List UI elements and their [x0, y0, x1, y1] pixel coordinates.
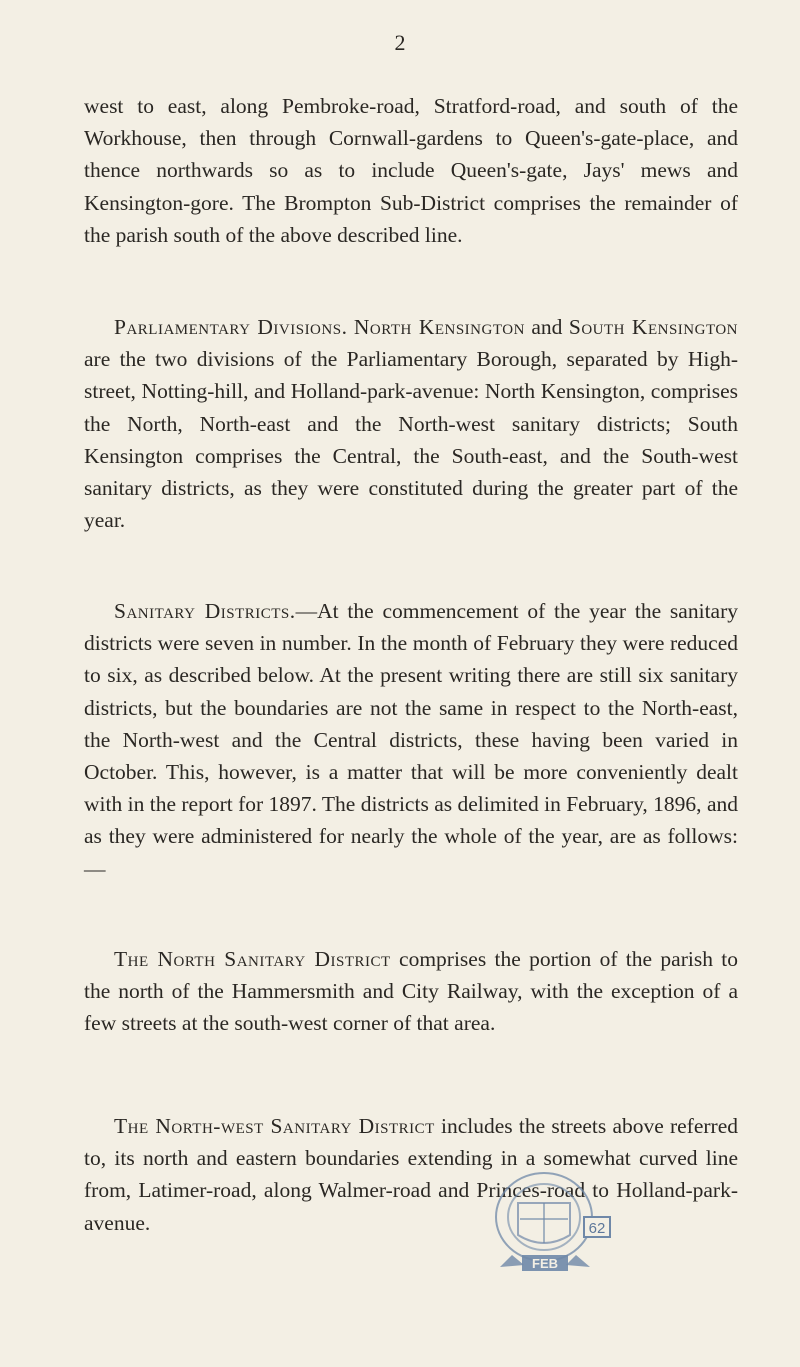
division-name-north: North Kensington	[353, 315, 525, 339]
paragraph-north-west-sanitary-district	[84, 1110, 738, 1239]
stamp-month: FEB	[532, 1256, 558, 1271]
section-heading: Sanitary Districts.	[114, 599, 296, 623]
paragraph-sanitary-districts	[84, 595, 738, 885]
connector-text: and	[524, 315, 569, 339]
stamp-number: 62	[588, 1220, 606, 1237]
paragraph-text: are the two divisions of the Parliamentary Borough, separated by High-street, Notting-hill, and Holland-park-avenue: North Kensington, comprises the North, North-east and the North-west sanitary districts; South Kensington comprises the Central, the South-east, and the South-west sanitary districts, as they were constituted during the greater part of the year.	[84, 347, 738, 533]
paragraph-north-sanitary-district	[84, 943, 738, 1040]
library-stamp	[478, 1163, 618, 1281]
section-heading: The North-west Sanitary District	[114, 1114, 435, 1138]
paragraph-text: includes the streets above referred to, its north and eastern boundaries extending in a somewhat curved line from, Latimer-road, along Walmer-road and Princes-road to Holland-park-avenue.	[84, 1114, 738, 1235]
paragraph-text: comprises the portion of the parish to the north of the Hammersmith and City Railway, with the exception of a few streets at the south-west corner of that area.	[84, 947, 739, 1036]
paragraph-text: —At the commencement of the year the sanitary districts were seven in number. In the month of February they were reduced to six, as described below. At the present writing there are still six sanitary districts, but the boundaries are not the same in respect to the North-east, the North-west and the Central districts, these having been varied in October. This, however, is a matter that will be more conveniently dealt with in the report for 1897. The districts as delimited in February, 1896, and as they were administered for nearly the whole of the year, are as follows:—	[84, 599, 738, 881]
section-heading: Parliamentary Divisions.	[114, 315, 348, 339]
paragraph-brompton-boundary	[84, 90, 738, 251]
paragraph-parliamentary-divisions	[84, 311, 738, 536]
division-name-south: South Kensington	[568, 315, 739, 339]
section-heading: The North Sanitary District	[114, 947, 391, 971]
page-number: 2	[394, 30, 406, 55]
paragraph-text: west to east, along Pembroke-road, Stratford-road, and south of the Workhouse, then through Cornwall-gardens to Queen's-gate-place, and thence northwards so as to include Queen's-gate, Jays' mews and Kensington-gore. The Brompton Sub-District comprises the remainder of the parish south of the above described line.	[84, 94, 738, 247]
